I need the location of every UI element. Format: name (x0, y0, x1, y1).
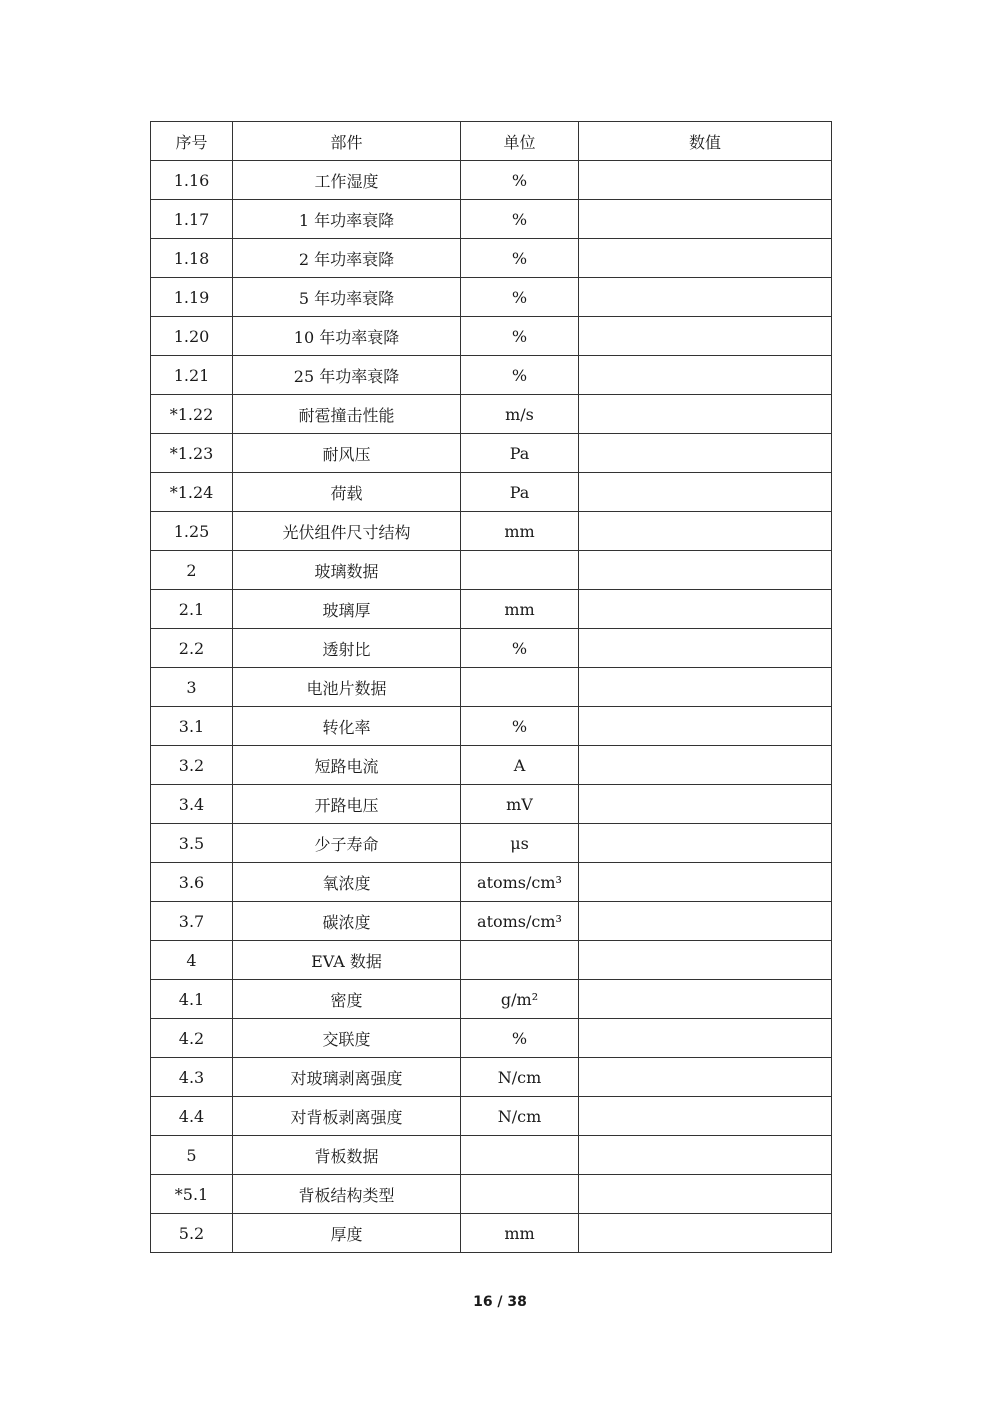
cell-value (579, 629, 832, 668)
cell-part: 10 年功率衰降 (233, 317, 461, 356)
table-row (151, 512, 832, 551)
cell-value (579, 434, 832, 473)
cell-no: 1.25 (151, 512, 233, 551)
cell-value (579, 746, 832, 785)
cell-part: EVA 数据 (233, 941, 461, 980)
cell-value (579, 1175, 832, 1214)
cell-no: 1.16 (151, 161, 233, 200)
cell-part: 交联度 (233, 1019, 461, 1058)
cell-unit: mm (461, 1214, 579, 1253)
cell-unit: A (461, 746, 579, 785)
table-row (151, 278, 832, 317)
table-row (151, 434, 832, 473)
table-row (151, 863, 832, 902)
cell-value (579, 1214, 832, 1253)
cell-no: 3.7 (151, 902, 233, 941)
cell-no: *1.24 (151, 473, 233, 512)
cell-value (579, 1019, 832, 1058)
table-row (151, 707, 832, 746)
cell-unit: atoms/cm³ (461, 863, 579, 902)
table-row (151, 161, 832, 200)
header-unit: 单位 (461, 122, 579, 161)
table-row (151, 1097, 832, 1136)
cell-part: 转化率 (233, 707, 461, 746)
table-row (151, 1136, 832, 1175)
cell-no: 3.6 (151, 863, 233, 902)
cell-value (579, 1058, 832, 1097)
cell-part: 耐雹撞击性能 (233, 395, 461, 434)
table-row (151, 1175, 832, 1214)
table-row (151, 200, 832, 239)
cell-part: 工作湿度 (233, 161, 461, 200)
cell-unit: g/m² (461, 980, 579, 1019)
cell-unit: % (461, 161, 579, 200)
cell-value (579, 278, 832, 317)
cell-part: 厚度 (233, 1214, 461, 1253)
cell-value (579, 1136, 832, 1175)
cell-value (579, 200, 832, 239)
cell-value (579, 590, 832, 629)
table-row (151, 317, 832, 356)
page-number: 16 / 38 (473, 1294, 527, 1310)
header-value: 数值 (579, 122, 832, 161)
cell-no: 3.1 (151, 707, 233, 746)
table-row (151, 629, 832, 668)
table-row (151, 590, 832, 629)
cell-unit: Pa (461, 473, 579, 512)
cell-unit: N/cm (461, 1058, 579, 1097)
header-no: 序号 (151, 122, 233, 161)
cell-unit: atoms/cm³ (461, 902, 579, 941)
cell-no: 1.19 (151, 278, 233, 317)
cell-value (579, 239, 832, 278)
cell-no: *1.22 (151, 395, 233, 434)
cell-unit: % (461, 1019, 579, 1058)
cell-value (579, 395, 832, 434)
cell-unit: mm (461, 512, 579, 551)
cell-no: 4.1 (151, 980, 233, 1019)
cell-no: 4.2 (151, 1019, 233, 1058)
cell-unit: μs (461, 824, 579, 863)
cell-no: 4 (151, 941, 233, 980)
cell-no: 1.21 (151, 356, 233, 395)
cell-part: 氧浓度 (233, 863, 461, 902)
spec-table (150, 121, 832, 1253)
cell-part: 电池片数据 (233, 668, 461, 707)
cell-unit: % (461, 278, 579, 317)
table-row (151, 1058, 832, 1097)
table-row (151, 785, 832, 824)
cell-value (579, 941, 832, 980)
cell-no: *1.23 (151, 434, 233, 473)
cell-unit: Pa (461, 434, 579, 473)
cell-unit: mm (461, 590, 579, 629)
table-header-row (151, 122, 832, 161)
cell-value (579, 551, 832, 590)
table-row (151, 239, 832, 278)
cell-unit: % (461, 239, 579, 278)
cell-value (579, 668, 832, 707)
cell-unit: % (461, 707, 579, 746)
table-row (151, 473, 832, 512)
table-row (151, 980, 832, 1019)
cell-no: 5 (151, 1136, 233, 1175)
cell-value (579, 863, 832, 902)
cell-no: *5.1 (151, 1175, 233, 1214)
table-row (151, 395, 832, 434)
cell-unit (461, 551, 579, 590)
cell-unit (461, 1136, 579, 1175)
table-row (151, 902, 832, 941)
cell-part: 少子寿命 (233, 824, 461, 863)
cell-part: 玻璃数据 (233, 551, 461, 590)
cell-no: 1.18 (151, 239, 233, 278)
cell-no: 1.17 (151, 200, 233, 239)
cell-value (579, 512, 832, 551)
table-row (151, 551, 832, 590)
table-row (151, 941, 832, 980)
cell-part: 1 年功率衰降 (233, 200, 461, 239)
cell-part: 背板数据 (233, 1136, 461, 1175)
cell-part: 对玻璃剥离强度 (233, 1058, 461, 1097)
table-row (151, 746, 832, 785)
cell-unit (461, 941, 579, 980)
cell-part: 耐风压 (233, 434, 461, 473)
cell-no: 3.5 (151, 824, 233, 863)
cell-part: 透射比 (233, 629, 461, 668)
cell-no: 4.3 (151, 1058, 233, 1097)
cell-part: 密度 (233, 980, 461, 1019)
cell-no: 4.4 (151, 1097, 233, 1136)
cell-no: 3 (151, 668, 233, 707)
cell-value (579, 980, 832, 1019)
table-body (151, 161, 832, 1253)
cell-no: 3.2 (151, 746, 233, 785)
table-row (151, 1214, 832, 1253)
cell-unit (461, 1175, 579, 1214)
cell-part: 荷载 (233, 473, 461, 512)
table-row (151, 356, 832, 395)
cell-no: 2.1 (151, 590, 233, 629)
cell-no: 5.2 (151, 1214, 233, 1253)
cell-unit: % (461, 629, 579, 668)
cell-unit (461, 668, 579, 707)
cell-part: 短路电流 (233, 746, 461, 785)
table-row (151, 668, 832, 707)
cell-part: 2 年功率衰降 (233, 239, 461, 278)
cell-value (579, 1097, 832, 1136)
cell-value (579, 785, 832, 824)
cell-no: 3.4 (151, 785, 233, 824)
cell-no: 2.2 (151, 629, 233, 668)
cell-value (579, 707, 832, 746)
cell-value (579, 317, 832, 356)
cell-no: 2 (151, 551, 233, 590)
cell-part: 25 年功率衰降 (233, 356, 461, 395)
cell-unit: N/cm (461, 1097, 579, 1136)
cell-unit: m/s (461, 395, 579, 434)
cell-value (579, 161, 832, 200)
table-row (151, 824, 832, 863)
cell-part: 背板结构类型 (233, 1175, 461, 1214)
cell-unit: mV (461, 785, 579, 824)
cell-unit: % (461, 356, 579, 395)
cell-part: 开路电压 (233, 785, 461, 824)
cell-part: 5 年功率衰降 (233, 278, 461, 317)
cell-part: 光伏组件尺寸结构 (233, 512, 461, 551)
cell-value (579, 473, 832, 512)
cell-value (579, 902, 832, 941)
cell-part: 碳浓度 (233, 902, 461, 941)
cell-part: 玻璃厚 (233, 590, 461, 629)
cell-value (579, 824, 832, 863)
cell-unit: % (461, 200, 579, 239)
header-part: 部件 (233, 122, 461, 161)
cell-unit: % (461, 317, 579, 356)
cell-part: 对背板剥离强度 (233, 1097, 461, 1136)
table-row (151, 1019, 832, 1058)
cell-no: 1.20 (151, 317, 233, 356)
cell-value (579, 356, 832, 395)
